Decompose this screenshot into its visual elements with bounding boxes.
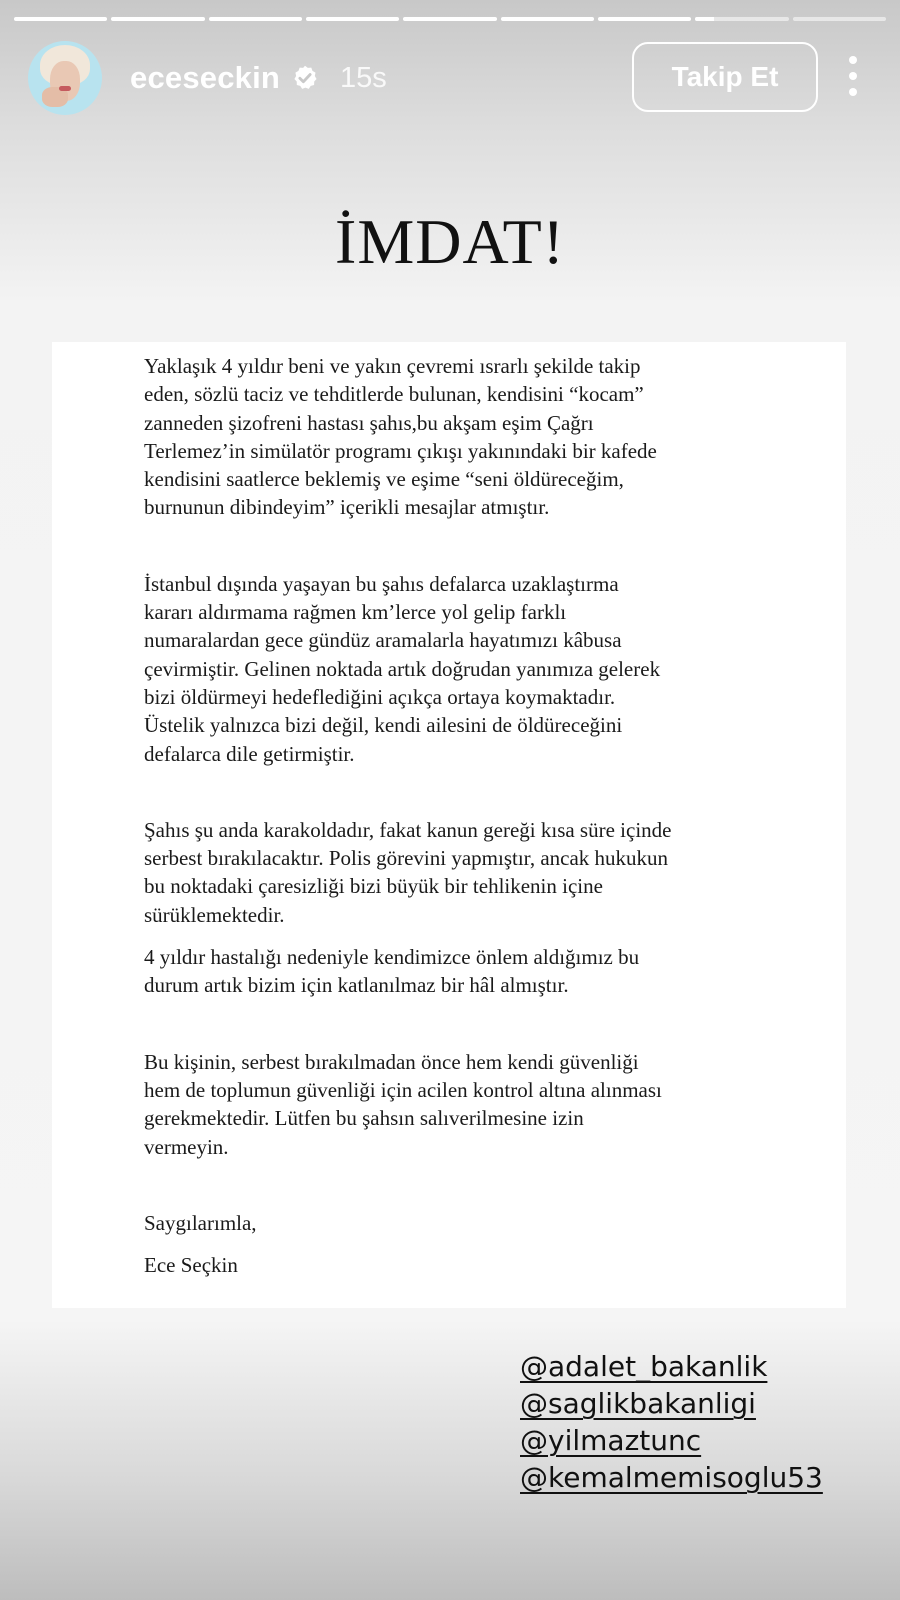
- mention-link[interactable]: @yilmaztunc: [520, 1424, 702, 1457]
- letter-line: bu noktadaki çaresizliği bizi büyük bir tehlikenin içine: [144, 874, 603, 899]
- letter-paragraph: [144, 352, 784, 522]
- letter-line: gerekmektedir. Lütfen bu şahsın salıverilmesine izin: [144, 1106, 584, 1131]
- avatar[interactable]: [28, 41, 102, 115]
- letter-line: 4 yıldır hastalığı nedeniyle kendimizce önlem aldığımız bu: [144, 945, 640, 970]
- progress-segment: [209, 17, 302, 21]
- letter-line: burnunun dibindeyim” içerikli mesajlar atmıştır.: [144, 495, 550, 520]
- letter-line: sürüklemektedir.: [144, 902, 285, 927]
- more-vertical-icon[interactable]: [846, 56, 860, 96]
- progress-segment: [14, 17, 107, 21]
- letter-line: çevirmiştir. Gelinen noktada artık doğrudan yanımıza gelerek: [144, 656, 661, 681]
- letter-document: [52, 342, 846, 1308]
- letter-line: Terlemez’in simülatör programı çıkışı yakınındaki bir kafede: [144, 438, 657, 463]
- letter-line: numaralardan gece gündüz aramalarla hayatımızı kâbusa: [144, 628, 622, 653]
- letter-line: durum artık bizim için katlanılmaz bir hâl almıştır.: [144, 973, 569, 998]
- progress-segment: [306, 17, 399, 21]
- letter-line: defalarca dile getirmiştir.: [144, 741, 355, 766]
- letter-closing: Saygılarımla,: [144, 1210, 257, 1235]
- progress-segment: [403, 17, 496, 21]
- letter-line: bizi öldürmeyi hedeflediğini açıkça ortaya koymaktadır.: [144, 684, 616, 709]
- mention-link[interactable]: @adalet_bakanlik: [520, 1350, 768, 1383]
- story-progress-bar: [14, 17, 886, 21]
- progress-segment: [501, 17, 594, 21]
- letter-line: Yaklaşık 4 yıldır beni ve yakın çevremi ısrarlı şekilde takip: [144, 354, 641, 378]
- letter-line: vermeyin.: [144, 1134, 229, 1159]
- letter-line: kendisini saatlerce beklemiş ve eşime “seni öldüreceğim,: [144, 467, 624, 492]
- username[interactable]: eceseckin: [130, 60, 281, 95]
- timestamp: 15s: [340, 61, 387, 94]
- letter-line: Üstelik yalnızca bizi değil, kendi ailesini de öldüreceğini: [144, 713, 623, 738]
- letter-paragraph: [144, 570, 784, 768]
- follow-button[interactable]: Takip Et: [632, 42, 818, 112]
- letter-paragraph: [144, 816, 784, 929]
- page-title: İMDAT!: [335, 206, 565, 277]
- story-header: [28, 42, 860, 114]
- letter-line: Bu kişinin, serbest bırakılmadan önce hem kendi güvenliği: [144, 1049, 639, 1074]
- letter-line: İstanbul dışında yaşayan bu şahıs defalarca uzaklaştırma: [144, 571, 619, 596]
- progress-segment: [111, 17, 204, 21]
- mention-link[interactable]: @kemalmemisoglu53: [520, 1461, 823, 1494]
- letter-paragraph: [144, 943, 784, 1000]
- progress-segment: [793, 17, 886, 21]
- letter-line: Şahıs şu anda karakoldadır, fakat kanun gereği kısa süre içinde: [144, 817, 672, 842]
- letter-paragraph: [144, 1048, 784, 1161]
- letter-line: eden, sözlü taciz ve tehditlerde bulunan, kendisini “kocam”: [144, 382, 644, 407]
- progress-segment: [695, 17, 788, 21]
- letter-line: kararı aldırmama rağmen km’lerce yol gelip farklı: [144, 600, 567, 625]
- mention-link[interactable]: @saglikbakanligi: [520, 1387, 756, 1420]
- mention-tags: [520, 1348, 823, 1496]
- letter-line: zanneden şizofreni hastası şahıs,bu akşam eşim Çağrı: [144, 410, 594, 435]
- letter-line: hem de toplumun güvenliği için acilen kontrol altına alınması: [144, 1077, 662, 1102]
- verified-badge-icon: [290, 63, 320, 93]
- letter-signature: Ece Seçkin: [144, 1253, 238, 1278]
- letter-body: [144, 352, 784, 1279]
- letter-line: serbest bırakılacaktır. Polis görevini yapmıştır, ancak hukukun: [144, 846, 669, 871]
- progress-segment: [598, 17, 691, 21]
